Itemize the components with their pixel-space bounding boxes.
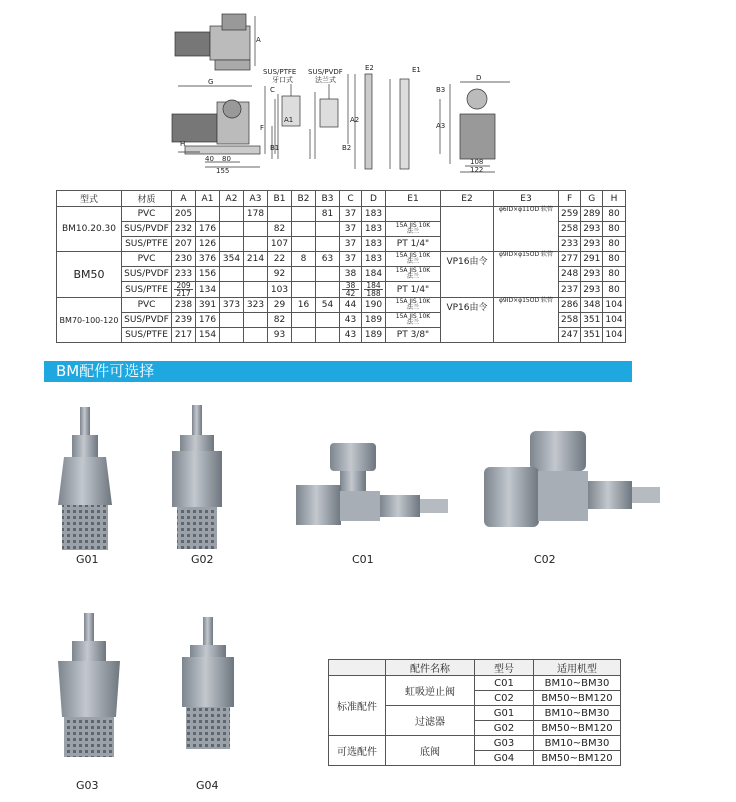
spec-header: D [362,191,386,207]
value-cell: 37 [340,222,362,237]
e1-bottom: 法兰 [406,304,419,311]
parts-header-row [329,660,621,676]
value-cell: 373 [220,298,244,313]
e2-cell: VP16由令 [441,252,494,298]
fit-cell: BM10~BM30 [534,676,621,691]
material-cell: SUS/PTFE [122,282,172,298]
value-cell: 44 [340,298,362,313]
spec-header: A2 [220,191,244,207]
parts-header [329,660,386,676]
dim-label-108: 108 [470,158,484,166]
e3-cell [494,298,559,343]
value-bottom: 188 [366,289,381,298]
value-cell: 37 [340,237,362,252]
spec-header: F [559,191,581,207]
value-cell: 80 [603,252,625,267]
value-cell: 291 [581,252,603,267]
table-row [57,252,626,267]
value-cell: 230 [172,252,196,267]
value-cell: 248 [559,267,581,282]
parts-header: 型号 [475,660,534,676]
value-cell: 134 [196,282,220,298]
value-cell [244,282,268,298]
value-cell [220,328,244,343]
value-cell [196,207,220,222]
part-label-c02: C02 [534,553,556,566]
spec-header: 型式 [57,191,122,207]
value-cell: 37 [340,252,362,267]
spec-header: A [172,191,196,207]
table-row [57,207,626,222]
e1-cell [386,313,441,328]
table-row [329,676,621,691]
value-cell: 348 [581,298,603,313]
e1-cell [386,298,441,313]
value-top: 184 [364,282,383,290]
e1-cell [386,222,441,237]
value-cell [292,267,316,282]
g01-image [58,407,112,550]
spec-header: A3 [244,191,268,207]
value-cell: 104 [603,313,625,328]
value-cell [220,237,244,252]
value-cell: 354 [220,252,244,267]
value-cell: 103 [268,282,292,298]
g02-image [172,405,222,549]
value-cell [220,282,244,298]
value-cell: 214 [244,252,268,267]
g04-image [182,617,234,749]
value-cell: 43 [340,313,362,328]
spec-header: E2 [441,191,494,207]
value-cell: 391 [196,298,220,313]
value-cell: 38 [340,267,362,282]
e3-text: φ6ID×φ11OD 软管 [498,206,554,213]
value-cell [292,207,316,222]
parts-header: 配件名称 [386,660,475,676]
section-banner [44,361,632,382]
value-cell [316,313,340,328]
value-cell: 176 [196,222,220,237]
value-cell: 176 [196,313,220,328]
dim-label-a2: A2 [350,116,360,124]
c01-image [296,443,448,525]
value-bottom: 42 [345,289,356,298]
fit-cell: BM50~BM120 [534,721,621,736]
pump-dimension-drawing [160,4,650,184]
dim-label-f: F [260,124,265,132]
spec-header-row [57,191,626,207]
label-sus-pvdf: SUS/PVDF [308,68,343,76]
part-code-cell: G04 [475,751,534,766]
value-cell: 259 [559,207,581,222]
category-cell: 标准配件 [329,676,386,736]
part-name-cell: 底阀 [386,736,475,766]
value-cell: 156 [196,267,220,282]
value-cell: 54 [316,298,340,313]
value-cell: 92 [268,267,292,282]
spec-header: B3 [316,191,340,207]
dim-label-e1: E1 [412,66,421,74]
value-cell: 217 [172,328,196,343]
value-cell [244,222,268,237]
e3-text: φ9ID×φ15OD 软管 [498,297,554,304]
table-row [57,298,626,313]
fit-cell: BM50~BM120 [534,751,621,766]
value-cell: 63 [316,252,340,267]
dim-label-40: 40 [205,155,214,163]
value-cell: 154 [196,328,220,343]
material-cell: SUS/PVDF [122,313,172,328]
material-cell: SUS/PTFE [122,237,172,252]
dim-label-a1: A1 [284,116,294,124]
label-thread-type: 牙口式 [272,76,293,84]
e1-bottom: 法兰 [406,319,419,326]
g03-image [58,613,120,757]
parts-table [328,659,621,766]
value-cell: 258 [559,313,581,328]
value-cell: 80 [603,267,625,282]
dim-label-g: G [208,78,214,86]
material-cell: SUS/PVDF [122,267,172,282]
value-cell: 239 [172,313,196,328]
material-cell: PVC [122,252,172,267]
part-label-g02: G02 [191,553,214,566]
value-cell [220,267,244,282]
e1-bottom: 法兰 [406,273,419,280]
value-cell [316,328,340,343]
value-cell: 237 [559,282,581,298]
value-cell-split [172,282,196,298]
spec-header: E1 [386,191,441,207]
model-cell: BM50 [57,252,122,298]
value-cell: 289 [581,207,603,222]
value-cell: 16 [292,298,316,313]
fit-cell: BM10~BM30 [534,736,621,751]
value-cell: 126 [196,237,220,252]
value-cell: 323 [244,298,268,313]
e2-cell [441,207,494,252]
value-cell: 29 [268,298,292,313]
value-cell: 184 [362,267,386,282]
value-cell: 293 [581,237,603,252]
value-cell: 80 [603,222,625,237]
value-cell: 104 [603,328,625,343]
spec-table [56,190,626,343]
model-cell: BM10.20.30 [57,207,122,252]
spec-header: A1 [196,191,220,207]
label-sus-ptfe: SUS/PTFE [263,68,297,76]
value-cell: 183 [362,207,386,222]
material-cell: SUS/PVDF [122,222,172,237]
value-cell: 93 [268,328,292,343]
value-cell: 178 [244,207,268,222]
value-cell [220,222,244,237]
value-cell: 190 [362,298,386,313]
value-cell: 189 [362,313,386,328]
value-cell: PT 3/8" [386,328,441,343]
value-cell: 238 [172,298,196,313]
e1-top: 15A JIS 10K [395,267,431,274]
value-cell: 183 [362,252,386,267]
fit-cell: BM10~BM30 [534,706,621,721]
value-cell [244,237,268,252]
value-top: 209 [174,282,193,290]
e3-text: φ9ID×φ15OD 软管 [498,251,554,258]
value-cell: 22 [268,252,292,267]
dim-label-d: D [476,74,482,82]
dim-label-b2: B2 [342,144,352,152]
value-cell [292,313,316,328]
value-cell [386,207,441,222]
value-cell: 82 [268,222,292,237]
value-cell [244,267,268,282]
value-cell [220,313,244,328]
value-cell: 351 [581,328,603,343]
value-cell: 80 [603,282,625,298]
value-cell: 232 [172,222,196,237]
e1-top: 15A JIS 10K [395,222,431,229]
value-cell: 286 [559,298,581,313]
value-cell: 80 [603,207,625,222]
e1-bottom: 法兰 [406,258,419,265]
part-name-cell: 过滤器 [386,706,475,736]
part-label-g04: G04 [196,779,219,792]
fit-cell: BM50~BM120 [534,691,621,706]
value-cell-split [362,282,386,298]
dim-label-h: H [180,140,186,148]
c02-image [484,431,660,527]
part-label-g03: G03 [76,779,99,792]
part-code-cell: G02 [475,721,534,736]
dim-label-80: 80 [222,155,231,163]
e1-top: 15A JIS 10K [395,252,431,259]
material-cell: PVC [122,207,172,222]
value-cell [220,207,244,222]
value-cell: 376 [196,252,220,267]
value-cell [292,222,316,237]
value-top: 38 [342,282,359,290]
part-name-cell: 虹吸逆止阀 [386,676,475,706]
value-cell: 205 [172,207,196,222]
part-code-cell: C01 [475,676,534,691]
spec-header: B1 [268,191,292,207]
value-cell [316,267,340,282]
e1-cell [386,267,441,282]
part-code-cell: G03 [475,736,534,751]
e3-cell [494,207,559,252]
dim-label-a3: A3 [436,122,446,130]
e1-cell [386,252,441,267]
value-cell: 183 [362,222,386,237]
value-cell: 81 [316,207,340,222]
value-cell: 37 [340,207,362,222]
value-cell: 107 [268,237,292,252]
value-cell [316,237,340,252]
value-cell: 293 [581,267,603,282]
value-cell: 293 [581,282,603,298]
model-cell: BM70-100-120 [57,298,122,343]
value-cell [292,282,316,298]
dim-label-155: 155 [216,167,230,175]
spec-header: B2 [292,191,316,207]
table-row [329,736,621,751]
material-cell: PVC [122,298,172,313]
spec-header: 材质 [122,191,172,207]
e1-bottom: 法兰 [406,228,419,235]
value-cell: 277 [559,252,581,267]
dim-label-e2: E2 [365,64,374,72]
value-cell: 293 [581,222,603,237]
e1-top: 15A JIS 10K [395,313,431,320]
section-title: BM配件可选择 [56,362,155,380]
e2-cell: VP16由令 [441,298,494,343]
spec-header: C [340,191,362,207]
e1-top: 15A JIS 10K [395,298,431,305]
value-cell: 207 [172,237,196,252]
value-cell: PT 1/4" [386,237,441,252]
label-flange-type: 法兰式 [315,76,336,84]
category-cell: 可选配件 [329,736,386,766]
value-cell: 82 [268,313,292,328]
value-cell [244,313,268,328]
value-cell: 183 [362,237,386,252]
spec-header: E3 [494,191,559,207]
dim-label-c: C [270,86,275,94]
e3-cell [494,252,559,298]
value-cell: 351 [581,313,603,328]
value-cell-split [340,282,362,298]
value-cell: 104 [603,298,625,313]
value-bottom: 217 [176,289,191,298]
part-label-g01: G01 [76,553,99,566]
spec-header: G [581,191,603,207]
value-cell: 247 [559,328,581,343]
value-cell: 233 [559,237,581,252]
value-cell: 8 [292,252,316,267]
part-code-cell: C02 [475,691,534,706]
value-cell: 233 [172,267,196,282]
value-cell: 189 [362,328,386,343]
value-cell [268,207,292,222]
value-cell: 43 [340,328,362,343]
dim-label-b1: B1 [270,144,280,152]
value-cell [316,282,340,298]
dim-label-b3: B3 [436,86,446,94]
dim-label-a: A [256,36,261,44]
value-cell [316,222,340,237]
value-cell: PT 1/4" [386,282,441,298]
value-cell [292,328,316,343]
part-code-cell: G01 [475,706,534,721]
value-cell: 80 [603,237,625,252]
dim-label-122: 122 [470,166,484,174]
parts-header: 适用机型 [534,660,621,676]
value-cell: 258 [559,222,581,237]
value-cell [244,328,268,343]
value-cell [292,237,316,252]
part-label-c01: C01 [352,553,374,566]
dimension-drawings [160,4,650,184]
spec-header: H [603,191,625,207]
material-cell: SUS/PTFE [122,328,172,343]
